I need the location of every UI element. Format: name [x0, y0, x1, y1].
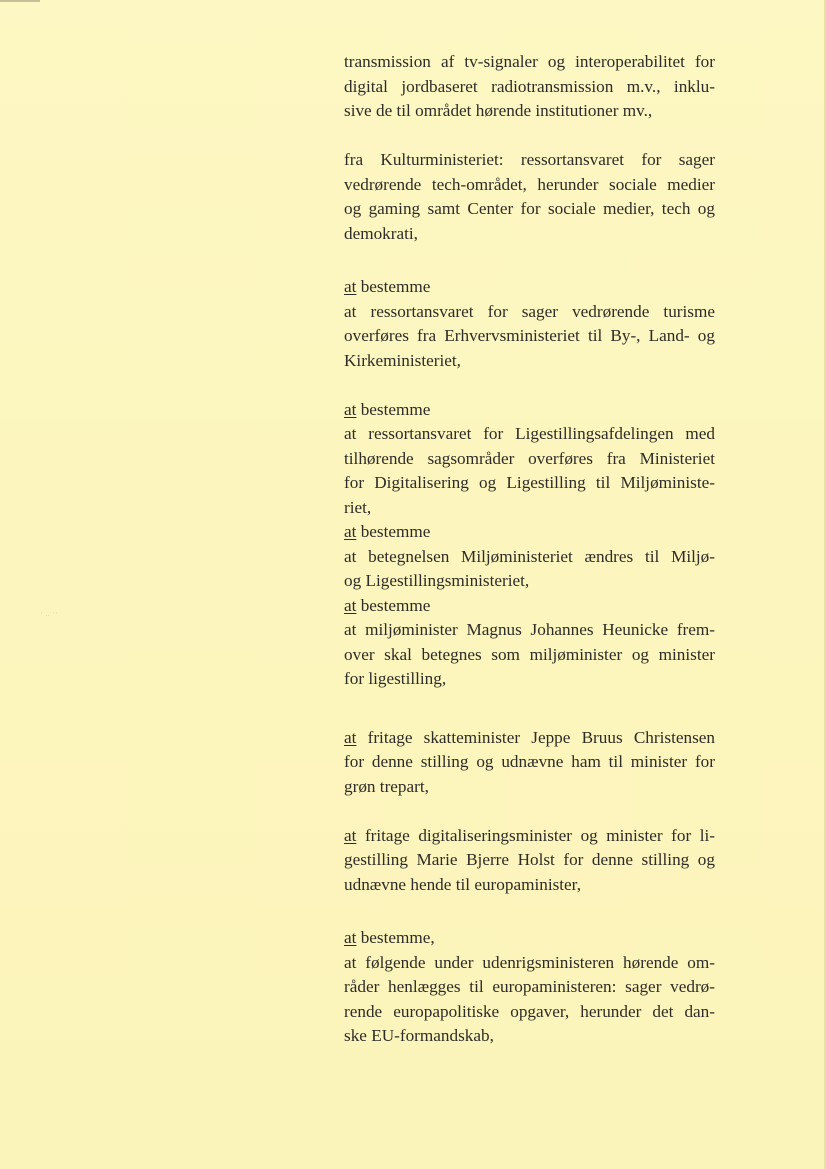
heading-rest: bestemme [356, 595, 431, 615]
paragraph-ligestilling [344, 398, 715, 521]
paragraph-gap [344, 799, 715, 824]
underlined-at: at [344, 595, 357, 615]
text-line: grøn trepart, [344, 776, 429, 796]
heading-rest: bestemme [356, 399, 431, 419]
first-line-rest: fritage skatteminister Jeppe Bruus Christensen [356, 727, 715, 747]
resolution-heading [344, 594, 715, 619]
page-edge-top [0, 0, 40, 2]
heading-rest: bestemme, [356, 928, 435, 947]
text-line: at ressortansvaret for sager vedrørende turisme [344, 301, 715, 321]
paragraph-gap [344, 373, 715, 398]
resolution-heading [344, 926, 715, 951]
text-line: udnævne hende til europaminister, [344, 874, 582, 894]
text-line: råder henlægges til europaministeren: sager vedrø- [344, 977, 715, 996]
underlined-at: at [344, 825, 357, 845]
resolution-first-line [344, 824, 715, 849]
text-line: for Digitalisering og Ligestilling til Miljøministe- [344, 473, 715, 492]
text-line: riet, [344, 497, 372, 517]
underlined-at: at [344, 928, 357, 947]
resolution-heading [344, 275, 715, 300]
scan-artifact-mark: · .. ·· [40, 608, 58, 618]
paragraph-bruus [344, 726, 715, 800]
paragraph-intro-continuation [344, 50, 715, 124]
heading-rest: bestemme [356, 277, 431, 296]
text-line: at følgende under udenrigsministeren hørende om- [344, 952, 715, 972]
text-line: at miljøminister Magnus Johannes Heunicke frem- [344, 620, 715, 639]
text-line: rende europapolitiske opgaver, herunder det dan- [344, 1001, 715, 1021]
underlined-at: at [344, 399, 357, 419]
text-line: at betegnelsen Miljøministeriet ændres til Miljø- [344, 546, 715, 566]
text-line: fra Kulturministeriet: ressortansvaret for sager [344, 150, 715, 169]
text-line: tilhørende sagsområder overføres fra Ministeriet [344, 448, 715, 468]
text-line: ske EU-formandskab, [344, 1026, 494, 1045]
text-line: gestilling Marie Bjerre Holst for denne stilling og [344, 850, 715, 869]
text-line: vedrørende tech-området, herunder sociale medier [344, 174, 715, 194]
paragraph-betegnelse [344, 520, 715, 594]
underlined-at: at [344, 277, 357, 296]
underlined-at: at [344, 727, 357, 747]
text-line: for ligestilling, [344, 669, 447, 688]
text-line: og gaming samt Center for sociale medier, tech og [344, 199, 715, 218]
text-line: Kirkeministeriet, [344, 350, 461, 370]
text-line: sive de til området hørende institutioner mv., [344, 101, 653, 120]
heading-rest: bestemme [356, 522, 431, 541]
document-body [344, 50, 715, 1049]
paragraph-heunicke [344, 594, 715, 692]
text-line: over skal betegnes som miljøminister og minister [344, 644, 715, 664]
underlined-at: at [344, 522, 357, 541]
text-line: for denne stilling og udnævne ham til minister for [344, 752, 715, 771]
resolution-heading [344, 520, 715, 545]
paragraph-europaminister [344, 926, 715, 1049]
text-line: transmission af tv-signaler og interoperabilitet for [344, 52, 715, 71]
paragraph-gap [344, 692, 715, 726]
paragraph-holst [344, 824, 715, 898]
text-line: digital jordbaseret radiotransmission m.v., inklu- [344, 76, 715, 96]
paragraph-turisme [344, 275, 715, 373]
paragraph-gap [344, 246, 715, 275]
text-line: overføres fra Erhvervsministeriet til By-, Land- og [344, 326, 715, 345]
first-line-rest: fritage digitaliseringsminister og minister for li- [356, 825, 715, 845]
paragraph-kulturministeriet [344, 148, 715, 246]
text-line: og Ligestillingsministeriet, [344, 571, 530, 590]
resolution-first-line [344, 726, 715, 751]
paragraph-gap [344, 897, 715, 926]
resolution-heading [344, 398, 715, 423]
paragraph-gap [344, 124, 715, 149]
text-line: at ressortansvaret for Ligestillingsafdelingen med [344, 424, 715, 443]
text-line: demokrati, [344, 223, 418, 243]
